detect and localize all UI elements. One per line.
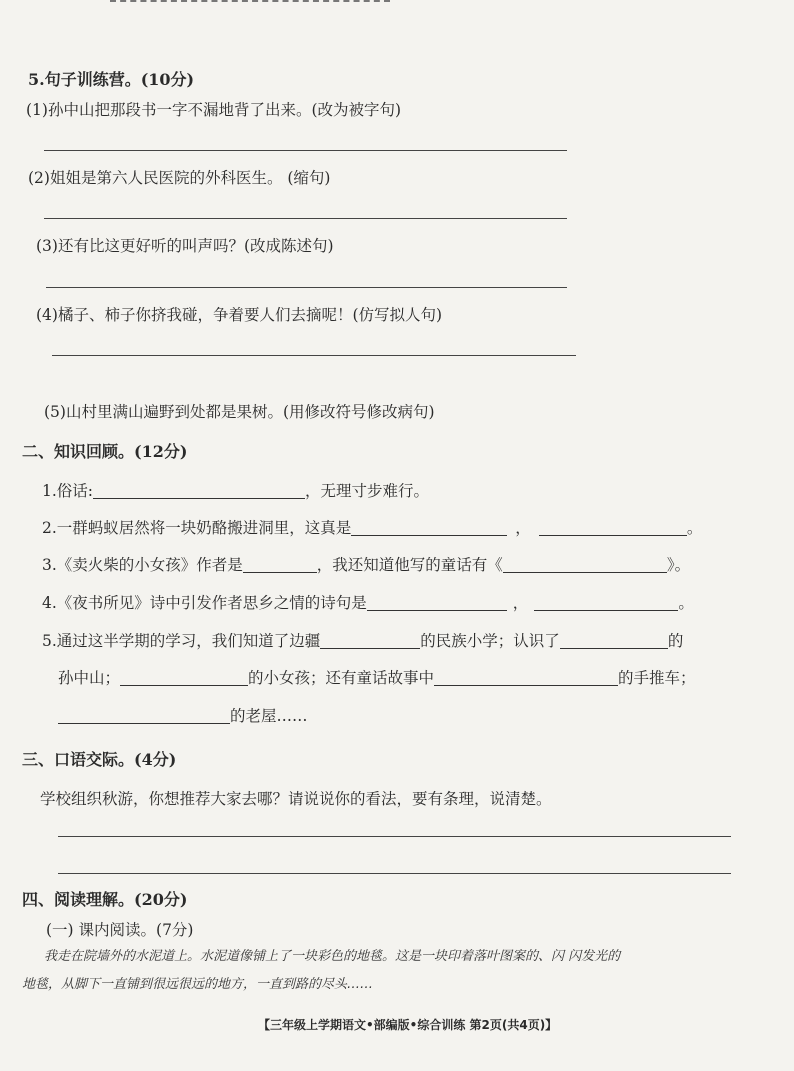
section3-prompt: 学校组织秋游，你想推荐大家去哪？请说说你的看法，要有条理，说清楚。 (40, 790, 552, 808)
blank-5e (58, 707, 230, 724)
blank-5b (560, 632, 668, 649)
item5-c: 的 (667, 632, 684, 650)
section2-item1 (42, 481, 429, 501)
scan-top-edge (110, 0, 390, 6)
blank-4a (367, 594, 507, 611)
item5-e: 的小女孩；还有童话故事中 (248, 669, 435, 687)
answer-line-q1 (44, 150, 567, 151)
item1-suffix: ，无理寸步难行。 (305, 482, 430, 500)
section4-subtitle: (一) 课内阅读。(7分) (46, 921, 194, 939)
section5-q3: (3)还有比这更好听的叫声吗？(改成陈述句) (36, 237, 334, 255)
section2-item5-line3 (58, 706, 308, 726)
item3-prefix: 3.《卖火柴的小女孩》作者是 (42, 556, 243, 574)
reading-passage-line2: 地毯，从脚下一直铺到很远很远的地方，一直到路的尽头…… (22, 977, 374, 992)
blank-2a (351, 519, 507, 536)
section2-item5-line2 (58, 668, 696, 688)
answer-line-oral-1 (58, 836, 731, 837)
blank-3b (503, 556, 667, 573)
page-footer: 【三年级上学期语文•部编版•综合训练 第2页(共4页)】 (258, 1018, 558, 1032)
item5-g: 的老屋…… (230, 707, 308, 725)
answer-line-q4 (52, 355, 576, 356)
item2-sep: ， (515, 519, 531, 537)
item2-prefix: 2.一群蚂蚁居然将一块奶酪搬进洞里，这真是 (42, 519, 352, 537)
item5-a: 5.通过这半学期的学习，我们知道了边疆 (42, 632, 321, 650)
item5-f: 的手推车； (618, 669, 696, 687)
section2-item4 (42, 593, 694, 613)
answer-line-q3 (46, 287, 567, 288)
item1-prefix: 1.俗话: (42, 482, 94, 500)
answer-line-oral-2 (58, 873, 731, 874)
section2-item3 (42, 555, 690, 575)
section5-q2: (2)姐姐是第六人民医院的外科医生。 (缩句) (28, 169, 331, 187)
section2-item5-line1 (42, 631, 683, 651)
item5-d: 孙中山； (58, 669, 121, 687)
item2-suffix: 。 (686, 519, 703, 537)
blank-5c (120, 669, 248, 686)
reading-passage-line1: 我走在院墙外的水泥道上。水泥道像铺上了一块彩色的地毯。这是一块印着落叶图案的、闪 闪发光的 (44, 949, 621, 964)
section5-q1: (1)孙中山把那段书一字不漏地背了出来。(改为被字句) (26, 101, 402, 119)
blank-5d (434, 669, 618, 686)
blank-2b (539, 519, 687, 536)
item4-prefix: 4.《夜书所见》诗中引发作者思乡之情的诗句是 (42, 594, 367, 612)
section2-item2 (42, 518, 702, 538)
item4-sep: ， (512, 594, 529, 612)
blank-3a (243, 556, 317, 573)
item3-mid: ，我还知道他写的童话有《 (316, 556, 503, 574)
section4-title: 四、阅读理解。(20分) (22, 890, 188, 909)
section5-q4: (4)橘子、柿子你挤我碰，争着要人们去摘呢！(仿写拟人句) (36, 306, 443, 324)
section5-q5: (5)山村里满山遍野到处都是果树。(用修改符号修改病句) (44, 403, 435, 421)
answer-line-q2 (44, 218, 567, 219)
section3-title: 三、口语交际。(4分) (22, 750, 177, 769)
blank-1 (93, 482, 305, 499)
item5-b: 的民族小学；认识了 (420, 632, 560, 650)
section2-title: 二、知识回顾。(12分) (22, 442, 188, 461)
section5-title: 5.句子训练营。(10分) (28, 70, 195, 89)
item4-suffix: 。 (678, 594, 694, 612)
blank-4b (534, 594, 678, 611)
item3-suffix: 》。 (666, 556, 691, 574)
blank-5a (320, 632, 420, 649)
